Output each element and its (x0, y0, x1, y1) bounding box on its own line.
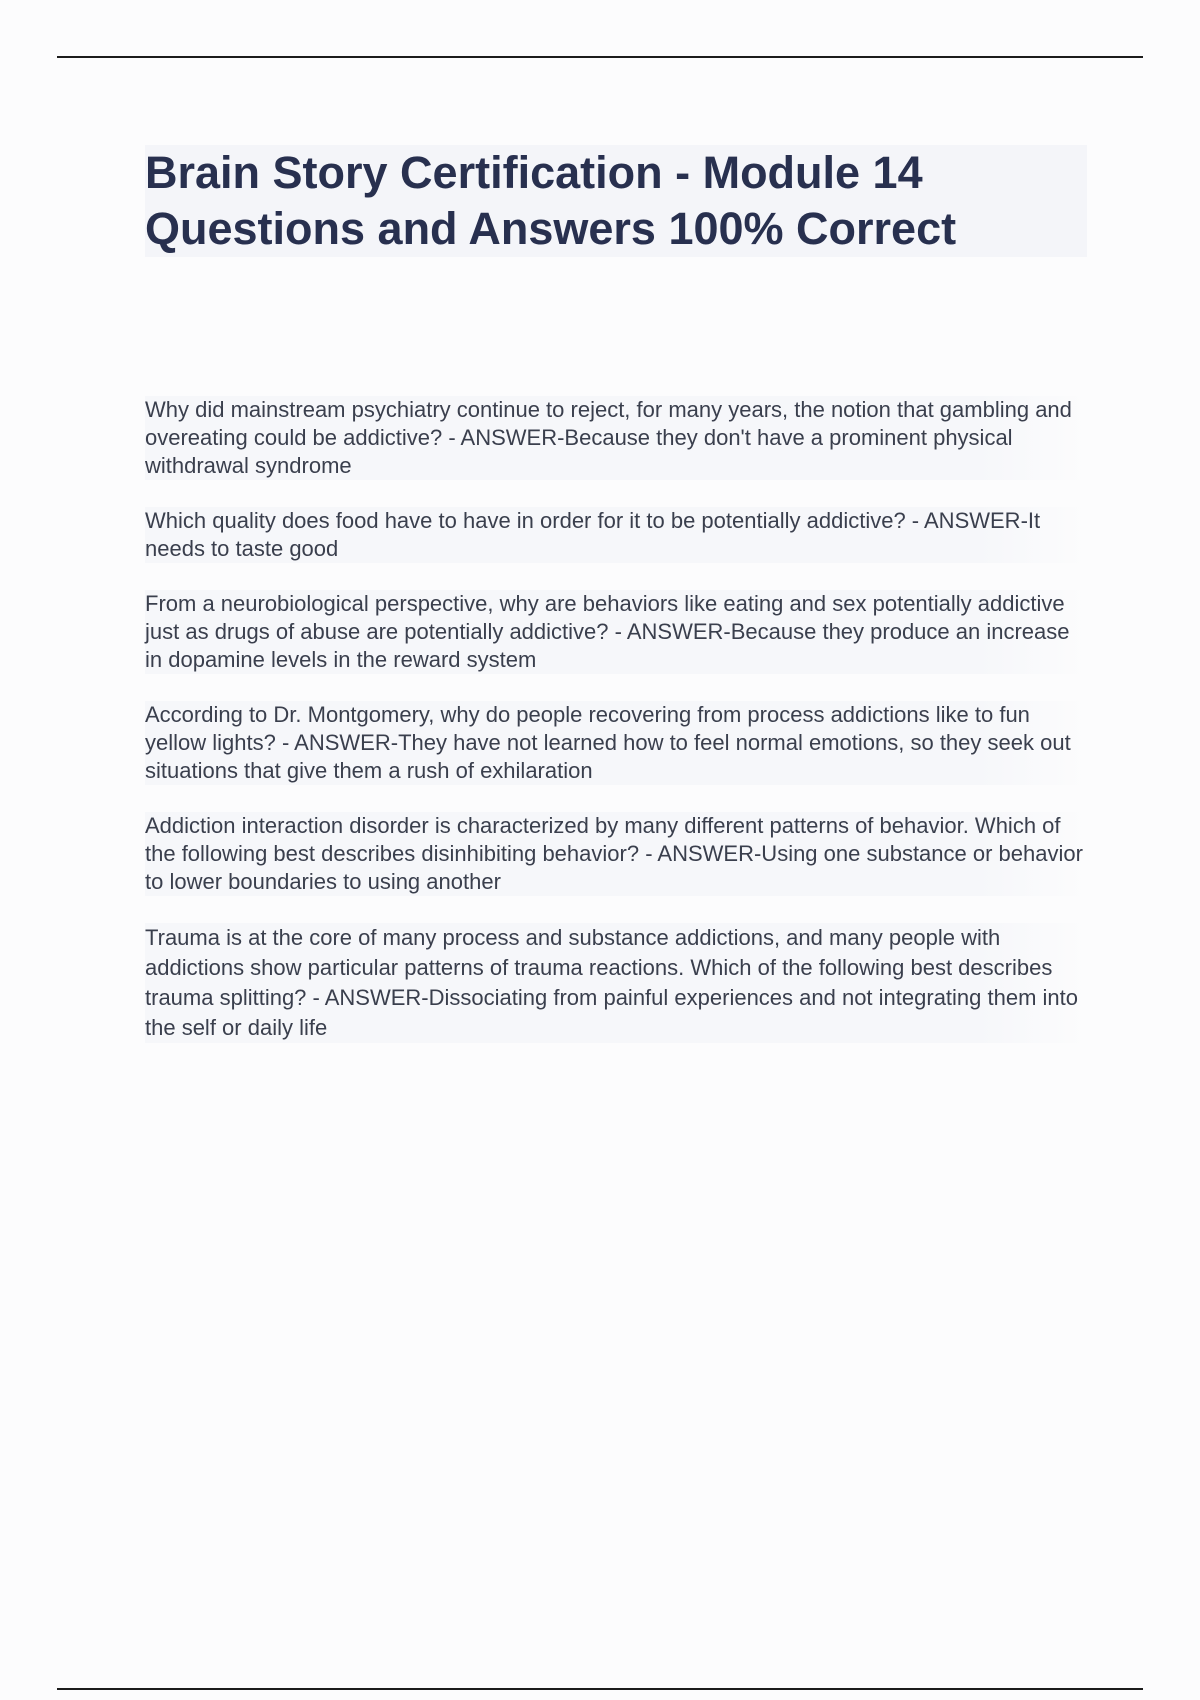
qa-list (145, 396, 1090, 1070)
header-rule (57, 56, 1143, 58)
footer-rule (57, 1688, 1143, 1690)
qa-item-5: Addiction interaction disorder is characterized by many different patterns of behavior. Which of the following best describes disinhibiting behavior? - ANSWER-Using one substance or behavior to lower boundaries to using another (145, 812, 1090, 896)
qa-item-6: Trauma is at the core of many process and substance addictions, and many people with addictions show particular patterns of trauma reactions. Which of the following best describes trauma splitting? - ANSWER-Dissociating from painful experiences and not integrating them into the self or daily life (145, 923, 1090, 1043)
document-title: Brain Story Certification - Module 14 Questions and Answers 100% Correct (145, 147, 957, 254)
qa-item-2: Which quality does food have to have in order for it to be potentially addictive? - ANSWER-It needs to taste good (145, 507, 1090, 563)
qa-item-1: Why did mainstream psychiatry continue to reject, for many years, the notion that gambling and overeating could be addictive? - ANSWER-Because they don't have a prominent physical withdrawal syndrome (145, 396, 1090, 480)
qa-item-4: According to Dr. Montgomery, why do people recovering from process addictions like to fun yellow lights? - ANSWER-They have not learned how to feel normal emotions, so they seek out situations that give them a rush of exhilaration (145, 701, 1090, 785)
title-block (145, 145, 1087, 257)
qa-item-3: From a neurobiological perspective, why are behaviors like eating and sex potentially addictive just as drugs of abuse are potentially addictive? - ANSWER-Because they produce an increase in dopamine levels in the reward system (145, 590, 1090, 674)
